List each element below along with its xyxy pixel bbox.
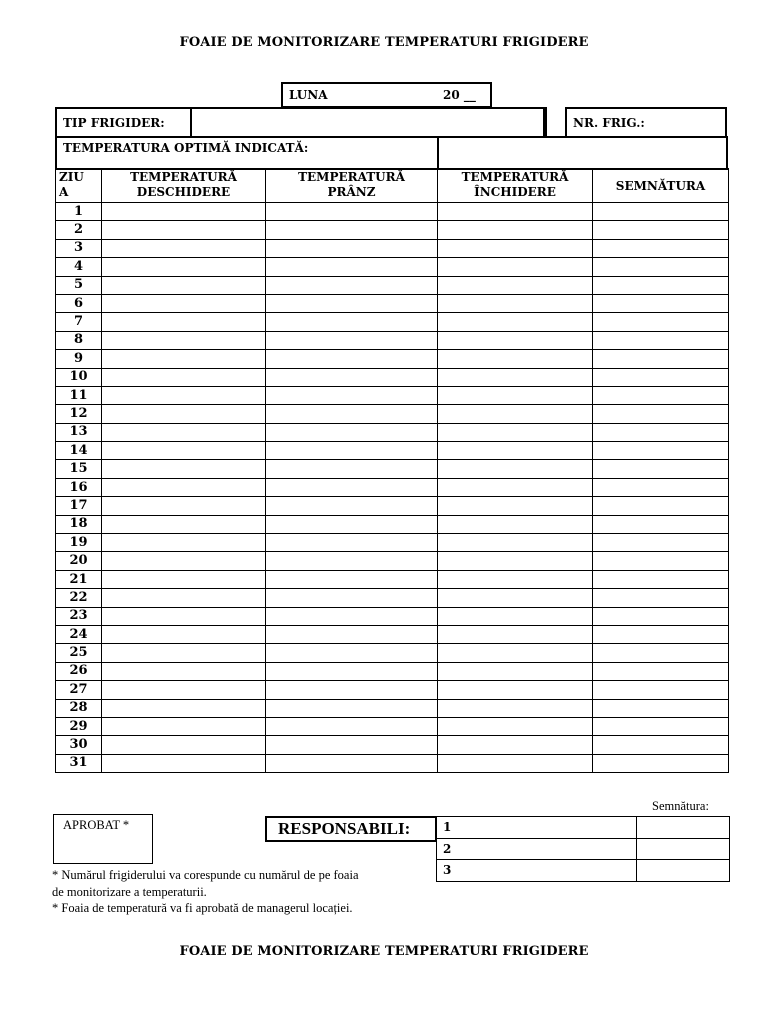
temp-inchidere-cell[interactable] bbox=[438, 258, 593, 276]
temp-deschidere-cell[interactable] bbox=[102, 258, 266, 276]
day-number: 15 bbox=[56, 460, 102, 478]
responsabil-name-cell[interactable]: 2 bbox=[437, 838, 637, 860]
temp-deschidere-cell[interactable] bbox=[102, 478, 266, 496]
temp-pranz-cell[interactable] bbox=[266, 423, 438, 441]
temp-pranz-cell[interactable] bbox=[266, 331, 438, 349]
day-number: 11 bbox=[56, 386, 102, 404]
semnatura-cell[interactable] bbox=[593, 754, 729, 772]
semnatura-cell[interactable] bbox=[593, 534, 729, 552]
page-title: FOAIE DE MONITORIZARE TEMPERATURI FRIGIDERE bbox=[179, 35, 589, 50]
temp-inchidere-cell[interactable] bbox=[438, 552, 593, 570]
table-row bbox=[56, 625, 729, 643]
semnatura-cell[interactable] bbox=[593, 294, 729, 312]
responsabil-name-cell[interactable]: 1 bbox=[437, 817, 637, 839]
column-header-semnatura: SEMNĂTURA bbox=[593, 169, 729, 203]
temp-inchidere-cell[interactable] bbox=[438, 754, 593, 772]
temp-deschidere-cell[interactable] bbox=[102, 570, 266, 588]
temp-inchidere-cell[interactable] bbox=[438, 644, 593, 662]
day-number: 29 bbox=[56, 717, 102, 735]
temp-pranz-cell[interactable] bbox=[266, 313, 438, 331]
nr-frig-label: NR. FRIG.: bbox=[573, 116, 645, 130]
temp-inchidere-cell[interactable] bbox=[438, 460, 593, 478]
temperature-table bbox=[55, 168, 729, 773]
tip-frigider-row bbox=[55, 107, 547, 138]
luna-field[interactable] bbox=[281, 82, 492, 108]
temp-pranz-cell[interactable] bbox=[266, 625, 438, 643]
table-row bbox=[56, 515, 729, 533]
table-row bbox=[56, 386, 729, 404]
temp-deschidere-cell[interactable] bbox=[102, 607, 266, 625]
responsabil-signature-cell[interactable] bbox=[637, 817, 730, 839]
semnatura-cell[interactable] bbox=[593, 313, 729, 331]
column-header-temp-pranz: TEMPERATURĂ PRÂNZ bbox=[266, 169, 438, 203]
semnatura-cell[interactable] bbox=[593, 276, 729, 294]
table-row bbox=[56, 294, 729, 312]
temp-pranz-cell[interactable] bbox=[266, 662, 438, 680]
temp-inchidere-cell[interactable] bbox=[438, 717, 593, 735]
temp-inchidere-cell[interactable] bbox=[438, 515, 593, 533]
aprobat-label: APROBAT * bbox=[63, 818, 130, 832]
responsabil-name-cell[interactable]: 3 bbox=[437, 860, 637, 882]
day-number: 12 bbox=[56, 405, 102, 423]
temp-optima-row bbox=[55, 136, 728, 170]
temp-pranz-cell[interactable] bbox=[266, 534, 438, 552]
temp-inchidere-cell[interactable] bbox=[438, 276, 593, 294]
table-row bbox=[56, 442, 729, 460]
temp-inchidere-cell[interactable] bbox=[438, 478, 593, 496]
table-row bbox=[56, 717, 729, 735]
table-row bbox=[56, 644, 729, 662]
day-number: 26 bbox=[56, 662, 102, 680]
temp-pranz-cell[interactable] bbox=[266, 681, 438, 699]
responsabil-signature-cell[interactable] bbox=[637, 838, 730, 860]
day-number: 3 bbox=[56, 239, 102, 257]
temp-deschidere-cell[interactable] bbox=[102, 736, 266, 754]
temp-pranz-cell[interactable] bbox=[266, 294, 438, 312]
temp-deschidere-cell[interactable] bbox=[102, 368, 266, 386]
temp-optima-input[interactable] bbox=[439, 138, 726, 168]
responsabil-signature-cell[interactable] bbox=[637, 860, 730, 882]
table-row bbox=[56, 331, 729, 349]
semnatura-cell[interactable] bbox=[593, 662, 729, 680]
column-header-temp-inchidere: TEMPERATURĂ ÎNCHIDERE bbox=[438, 169, 593, 203]
temp-pranz-cell[interactable] bbox=[266, 589, 438, 607]
day-number: 4 bbox=[56, 258, 102, 276]
day-number: 7 bbox=[56, 313, 102, 331]
temp-deschidere-cell[interactable] bbox=[102, 423, 266, 441]
temp-optima-label: TEMPERATURA OPTIMĂ INDICATĂ: bbox=[63, 141, 309, 155]
day-number: 6 bbox=[56, 294, 102, 312]
table-row bbox=[56, 699, 729, 717]
semnatura-cell[interactable] bbox=[593, 478, 729, 496]
day-number: 23 bbox=[56, 607, 102, 625]
temp-deschidere-cell[interactable] bbox=[102, 534, 266, 552]
temp-pranz-cell[interactable] bbox=[266, 350, 438, 368]
temp-pranz-cell[interactable] bbox=[266, 717, 438, 735]
table-row bbox=[56, 368, 729, 386]
temp-deschidere-cell[interactable] bbox=[102, 625, 266, 643]
page-footer-title: FOAIE DE MONITORIZARE TEMPERATURI FRIGIDERE bbox=[179, 944, 589, 959]
temp-inchidere-cell[interactable] bbox=[438, 699, 593, 717]
temp-deschidere-cell[interactable] bbox=[102, 313, 266, 331]
semnatura-cell[interactable] bbox=[593, 423, 729, 441]
temp-pranz-cell[interactable] bbox=[266, 239, 438, 257]
table-row bbox=[56, 754, 729, 772]
table-row bbox=[56, 258, 729, 276]
temp-pranz-cell[interactable] bbox=[266, 368, 438, 386]
responsabili-label: RESPONSABILI: bbox=[278, 819, 411, 838]
temp-pranz-cell[interactable] bbox=[266, 736, 438, 754]
temp-inchidere-cell[interactable] bbox=[438, 570, 593, 588]
temp-deschidere-cell[interactable] bbox=[102, 221, 266, 239]
day-number: 5 bbox=[56, 276, 102, 294]
aprobat-box[interactable] bbox=[53, 814, 153, 864]
day-number: 10 bbox=[56, 368, 102, 386]
temp-deschidere-cell[interactable] bbox=[102, 497, 266, 515]
day-number: 13 bbox=[56, 423, 102, 441]
temp-deschidere-cell[interactable] bbox=[102, 294, 266, 312]
table-row bbox=[56, 607, 729, 625]
day-number: 20 bbox=[56, 552, 102, 570]
table-row bbox=[56, 478, 729, 496]
day-number: 28 bbox=[56, 699, 102, 717]
temp-pranz-cell[interactable] bbox=[266, 221, 438, 239]
semnatura-cell[interactable] bbox=[593, 607, 729, 625]
temp-pranz-cell[interactable] bbox=[266, 276, 438, 294]
semnatura-cell[interactable] bbox=[593, 442, 729, 460]
nr-frig-field[interactable] bbox=[565, 107, 727, 138]
temp-deschidere-cell[interactable] bbox=[102, 460, 266, 478]
temp-pranz-cell[interactable] bbox=[266, 258, 438, 276]
temp-pranz-cell[interactable] bbox=[266, 699, 438, 717]
year-label: 20 __ bbox=[443, 88, 476, 102]
semnatura-cell[interactable] bbox=[593, 221, 729, 239]
responsabili-box bbox=[265, 816, 437, 842]
semnatura-cell[interactable] bbox=[593, 350, 729, 368]
column-header-temp-deschidere: TEMPERATURĂ DESCHIDERE bbox=[102, 169, 266, 203]
day-number: 27 bbox=[56, 681, 102, 699]
temp-deschidere-cell[interactable] bbox=[102, 589, 266, 607]
day-number: 21 bbox=[56, 570, 102, 588]
temp-deschidere-cell[interactable] bbox=[102, 405, 266, 423]
temp-deschidere-cell[interactable] bbox=[102, 386, 266, 404]
semnatura-cell[interactable] bbox=[593, 405, 729, 423]
table-row bbox=[56, 276, 729, 294]
note-1-line-1: * Numărul frigiderului va corespunde cu numărul de pe foaia bbox=[52, 868, 359, 882]
temp-pranz-cell[interactable] bbox=[266, 460, 438, 478]
temp-pranz-cell[interactable] bbox=[266, 442, 438, 460]
temp-deschidere-cell[interactable] bbox=[102, 515, 266, 533]
temp-deschidere-cell[interactable] bbox=[102, 644, 266, 662]
semnatura-cell[interactable] bbox=[593, 717, 729, 735]
semnatura-label: Semnătura: bbox=[652, 799, 709, 813]
day-number: 19 bbox=[56, 534, 102, 552]
temp-inchidere-cell[interactable] bbox=[438, 423, 593, 441]
day-number: 22 bbox=[56, 589, 102, 607]
table-row bbox=[56, 405, 729, 423]
responsabili-table bbox=[436, 816, 730, 882]
table-row bbox=[56, 662, 729, 680]
temp-inchidere-cell[interactable] bbox=[438, 589, 593, 607]
day-number: 9 bbox=[56, 350, 102, 368]
semnatura-cell[interactable] bbox=[593, 515, 729, 533]
temp-deschidere-cell[interactable] bbox=[102, 754, 266, 772]
temp-inchidere-cell[interactable] bbox=[438, 625, 593, 643]
table-header-row bbox=[56, 169, 729, 203]
table-row bbox=[56, 736, 729, 754]
note-2: * Foaia de temperatură va fi aprobată de managerul locației. bbox=[52, 901, 353, 915]
day-number: 17 bbox=[56, 497, 102, 515]
semnatura-cell[interactable] bbox=[593, 589, 729, 607]
temp-pranz-cell[interactable] bbox=[266, 515, 438, 533]
temp-inchidere-cell[interactable] bbox=[438, 221, 593, 239]
temp-deschidere-cell[interactable] bbox=[102, 681, 266, 699]
temp-pranz-cell[interactable] bbox=[266, 478, 438, 496]
table-row bbox=[56, 570, 729, 588]
temp-inchidere-cell[interactable] bbox=[438, 662, 593, 680]
responsabil-row bbox=[437, 860, 730, 882]
temp-inchidere-cell[interactable] bbox=[438, 405, 593, 423]
temp-pranz-cell[interactable] bbox=[266, 203, 438, 221]
day-number: 24 bbox=[56, 625, 102, 643]
temp-pranz-cell[interactable] bbox=[266, 570, 438, 588]
semnatura-cell[interactable] bbox=[593, 203, 729, 221]
semnatura-cell[interactable] bbox=[593, 497, 729, 515]
temp-inchidere-cell[interactable] bbox=[438, 736, 593, 754]
day-number: 30 bbox=[56, 736, 102, 754]
temp-inchidere-cell[interactable] bbox=[438, 350, 593, 368]
day-number: 8 bbox=[56, 331, 102, 349]
semnatura-cell[interactable] bbox=[593, 552, 729, 570]
day-number: 18 bbox=[56, 515, 102, 533]
temp-deschidere-cell[interactable] bbox=[102, 442, 266, 460]
semnatura-cell[interactable] bbox=[593, 699, 729, 717]
table-row bbox=[56, 497, 729, 515]
day-number: 1 bbox=[56, 203, 102, 221]
temp-pranz-cell[interactable] bbox=[266, 754, 438, 772]
temp-deschidere-cell[interactable] bbox=[102, 276, 266, 294]
column-header-ziua: ZIU A bbox=[56, 169, 102, 203]
temp-deschidere-cell[interactable] bbox=[102, 662, 266, 680]
responsabil-row bbox=[437, 817, 730, 839]
tip-frigider-label: TIP FRIGIDER: bbox=[63, 116, 165, 130]
table-row bbox=[56, 350, 729, 368]
semnatura-cell[interactable] bbox=[593, 386, 729, 404]
temp-deschidere-cell[interactable] bbox=[102, 717, 266, 735]
divider bbox=[543, 107, 545, 138]
temp-pranz-cell[interactable] bbox=[266, 607, 438, 625]
semnatura-cell[interactable] bbox=[593, 570, 729, 588]
table-row bbox=[56, 423, 729, 441]
semnatura-cell[interactable] bbox=[593, 331, 729, 349]
temp-inchidere-cell[interactable] bbox=[438, 607, 593, 625]
note-1-line-2: de monitorizare a temperaturii. bbox=[52, 885, 207, 899]
responsabil-row bbox=[437, 838, 730, 860]
table-row bbox=[56, 203, 729, 221]
semnatura-cell[interactable] bbox=[593, 239, 729, 257]
tip-frigider-input[interactable] bbox=[192, 109, 543, 136]
luna-label: LUNA bbox=[289, 88, 328, 102]
temp-pranz-cell[interactable] bbox=[266, 644, 438, 662]
temp-inchidere-cell[interactable] bbox=[438, 331, 593, 349]
table-row bbox=[56, 681, 729, 699]
day-number: 14 bbox=[56, 442, 102, 460]
semnatura-cell[interactable] bbox=[593, 460, 729, 478]
temp-deschidere-cell[interactable] bbox=[102, 350, 266, 368]
temp-inchidere-cell[interactable] bbox=[438, 294, 593, 312]
temp-pranz-cell[interactable] bbox=[266, 497, 438, 515]
temp-inchidere-cell[interactable] bbox=[438, 497, 593, 515]
temp-inchidere-cell[interactable] bbox=[438, 386, 593, 404]
day-number: 25 bbox=[56, 644, 102, 662]
day-number: 31 bbox=[56, 754, 102, 772]
temp-inchidere-cell[interactable] bbox=[438, 442, 593, 460]
temp-pranz-cell[interactable] bbox=[266, 405, 438, 423]
temp-inchidere-cell[interactable] bbox=[438, 239, 593, 257]
table-row bbox=[56, 239, 729, 257]
temp-inchidere-cell[interactable] bbox=[438, 368, 593, 386]
temp-inchidere-cell[interactable] bbox=[438, 534, 593, 552]
table-row bbox=[56, 552, 729, 570]
table-row bbox=[56, 460, 729, 478]
semnatura-cell[interactable] bbox=[593, 681, 729, 699]
temp-inchidere-cell[interactable] bbox=[438, 681, 593, 699]
table-row bbox=[56, 221, 729, 239]
day-number: 16 bbox=[56, 478, 102, 496]
table-row bbox=[56, 589, 729, 607]
semnatura-cell[interactable] bbox=[593, 644, 729, 662]
semnatura-cell[interactable] bbox=[593, 625, 729, 643]
temp-deschidere-cell[interactable] bbox=[102, 331, 266, 349]
table-row bbox=[56, 534, 729, 552]
semnatura-cell[interactable] bbox=[593, 258, 729, 276]
temp-deschidere-cell[interactable] bbox=[102, 552, 266, 570]
temp-inchidere-cell[interactable] bbox=[438, 313, 593, 331]
temp-pranz-cell[interactable] bbox=[266, 552, 438, 570]
semnatura-cell[interactable] bbox=[593, 736, 729, 754]
temp-deschidere-cell[interactable] bbox=[102, 203, 266, 221]
semnatura-cell[interactable] bbox=[593, 368, 729, 386]
temp-deschidere-cell[interactable] bbox=[102, 699, 266, 717]
day-number: 2 bbox=[56, 221, 102, 239]
temp-inchidere-cell[interactable] bbox=[438, 203, 593, 221]
temp-pranz-cell[interactable] bbox=[266, 386, 438, 404]
table-row bbox=[56, 313, 729, 331]
temp-deschidere-cell[interactable] bbox=[102, 239, 266, 257]
